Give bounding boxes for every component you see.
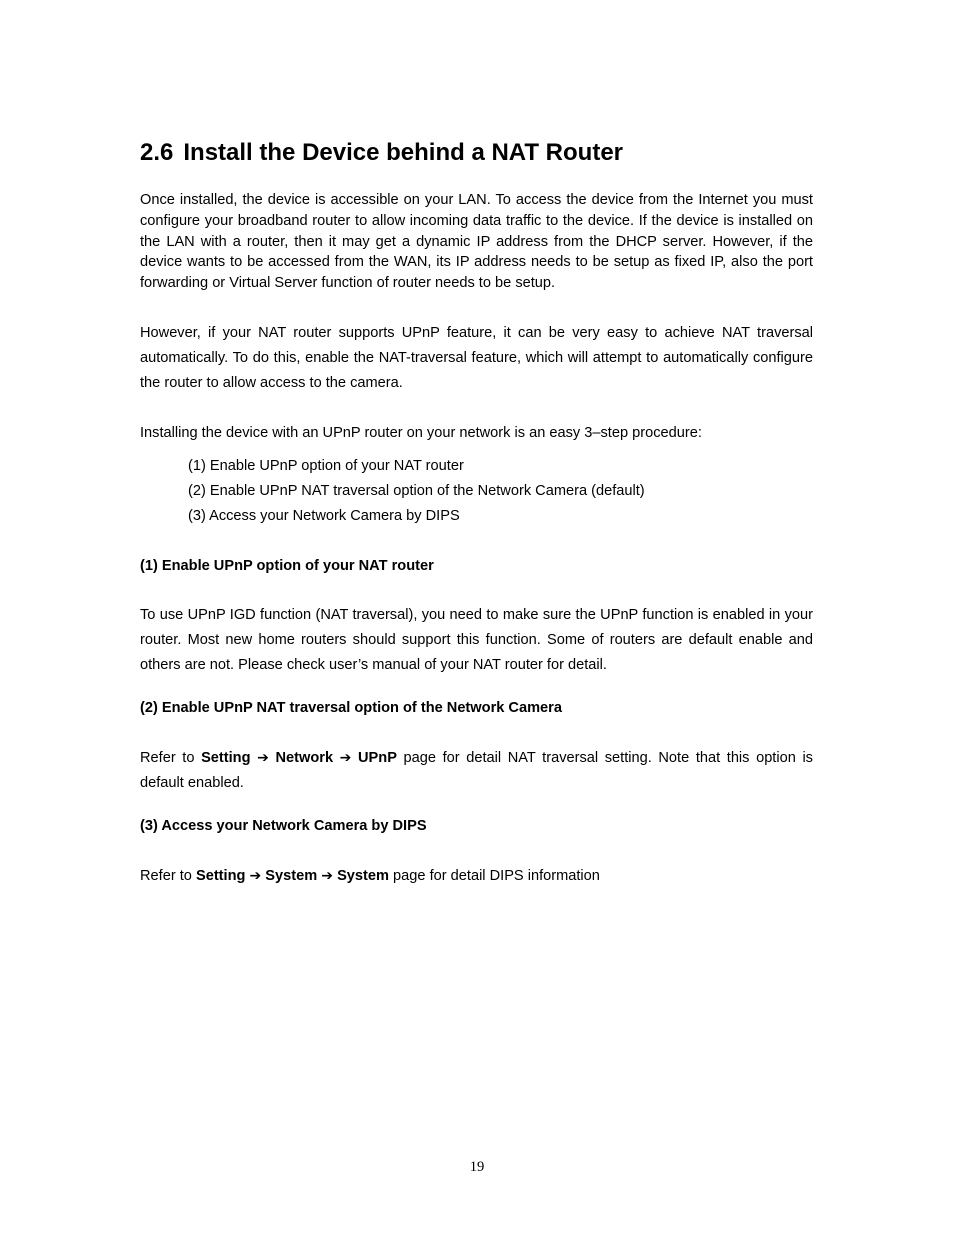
subsection-heading-3: (3) Access your Network Camera by DIPS (140, 818, 427, 834)
path-system-page: System (337, 868, 389, 884)
arrow-icon: ➔ (249, 868, 262, 884)
upnp-paragraph: However, if your NAT router supports UPnP feature, it can be very easy to achieve NAT traversal automatically. To do this, enable the NAT-traversal feature, which will attempt to automatically configure the router to allow access to the camera. (140, 325, 813, 391)
arrow-icon: ➔ (257, 750, 269, 766)
arrow-icon: ➔ (339, 750, 352, 766)
path-upnp: UPnP (358, 750, 397, 766)
section-number: 2.6 (140, 139, 174, 166)
step-list (188, 454, 645, 529)
path-network: Network (275, 750, 334, 766)
path-setting: Setting (195, 868, 246, 884)
refer-suffix: page for detail DIPS information (389, 868, 600, 884)
subsection-body-2 (140, 746, 813, 796)
section-heading (140, 137, 623, 169)
refer-prefix: Refer to (140, 750, 202, 766)
step-item: (1) Enable UPnP option of your NAT router (188, 458, 464, 474)
section-title: Install the Device behind a NAT Router (183, 139, 624, 166)
arrow-icon: ➔ (321, 868, 334, 884)
intro-paragraph: Once installed, the device is accessible on your LAN. To access the device from the Internet you must configure your broadband router to allow incoming data traffic to the device. If the device is installed on the LAN with a router, then it may get a dynamic IP address from the DHCP server. However, if the device wants to be accessed from the WAN, its IP address needs to be setup as fixed IP, also the port forwarding or Virtual Server function of router needs to be setup. (140, 192, 813, 292)
subsection-body-1: To use UPnP IGD function (NAT traversal), you need to make sure the UPnP function is enabled in your router. Most new home routers should support this function. Some of routers are default enable and others are not. Please check user’s manual of your NAT router for detail. (140, 607, 813, 673)
step-item: (2) Enable UPnP NAT traversal option of the Network Camera (default) (188, 483, 645, 499)
subsection-heading-2: (2) Enable UPnP NAT traversal option of the Network Camera (140, 700, 562, 716)
subsection-heading-1: (1) Enable UPnP option of your NAT router (140, 558, 434, 574)
procedure-paragraph: Installing the device with an UPnP router on your network is an easy 3–step procedure: (140, 425, 702, 441)
refer-prefix: Refer to (140, 868, 196, 884)
refer-suffix: page for detail NAT traversal setting. Note that this option is default enabled. (140, 750, 813, 791)
page-number: 19 (469, 1159, 485, 1175)
path-setting: Setting (201, 750, 251, 766)
step-item: (3) Access your Network Camera by DIPS (188, 508, 460, 524)
subsection-body-3 (140, 864, 600, 889)
path-system: System (265, 868, 318, 884)
